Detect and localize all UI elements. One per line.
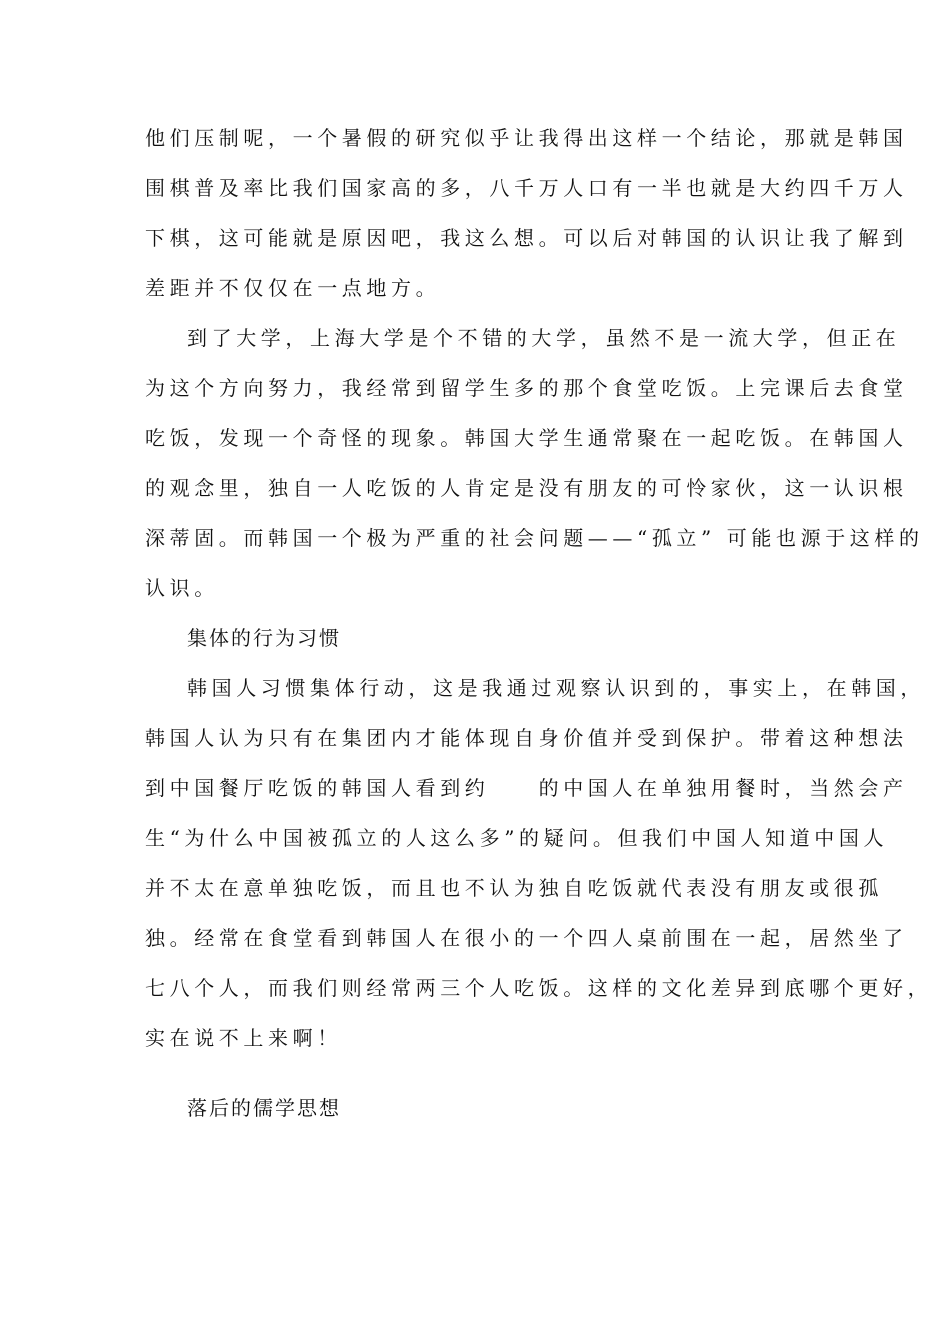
paragraph-line: 吃饭，发现一个奇怪的现象。韩国大学生通常聚在一起吃饭。在韩国人	[145, 426, 908, 450]
paragraph-line: 深蒂固。而韩国一个极为严重的社会问题——“孤立” 可能也源于这样的	[145, 526, 924, 550]
paragraph-line: 并不太在意单独吃饭，而且也不认为独自吃饭就代表没有朋友或很孤	[145, 876, 883, 900]
paragraph-line: 到了大学，上海大学是个不错的大学，虽然不是一流大学，但正在	[187, 326, 901, 350]
paragraph-line: 实在说不上来啊！	[145, 1026, 342, 1050]
paragraph-line: 为这个方向努力，我经常到留学生多的那个食堂吃饭。上完课后去食堂	[145, 376, 908, 400]
paragraph-line: 他们压制呢，一个暑假的研究似乎让我得出这样一个结论，那就是韩国	[145, 126, 908, 150]
paragraph-line: 认识。	[145, 576, 219, 600]
paragraph-line: 韩国人习惯集体行动，这是我通过观察认识到的，事实上，在韩国，	[187, 676, 925, 700]
paragraph-line: 的观念里，独自一人吃饭的人肯定是没有朋友的可怜家伙，这一认识根	[145, 476, 908, 500]
section-heading: 落后的儒学思想	[187, 1096, 341, 1120]
paragraph-line: 七八个人，而我们则经常两三个人吃饭。这样的文化差异到底哪个更好，	[145, 976, 933, 1000]
paragraph-line: 围棋普及率比我们国家高的多，八千万人口有一半也就是大约四千万人	[145, 176, 908, 200]
paragraph-line: 差距并不仅仅在一点地方。	[145, 276, 441, 300]
paragraph-line: 韩国人认为只有在集团内才能体现自身价值并受到保护。带着这种想法	[145, 726, 908, 750]
paragraph-line: 生“为什么中国被孤立的人这么多”的疑问。但我们中国人知道中国人	[145, 826, 889, 850]
paragraph-line: 独。经常在食堂看到韩国人在很小的一个四人桌前围在一起，居然坐了	[145, 926, 908, 950]
paragraph-line: 到中国餐厅吃饭的韩国人看到约 的中国人在单独用餐时，当然会产	[145, 776, 908, 800]
paragraph-line: 下棋，这可能就是原因吧，我这么想。可以后对韩国的认识让我了解到	[145, 226, 908, 250]
section-heading: 集体的行为习惯	[187, 626, 341, 650]
